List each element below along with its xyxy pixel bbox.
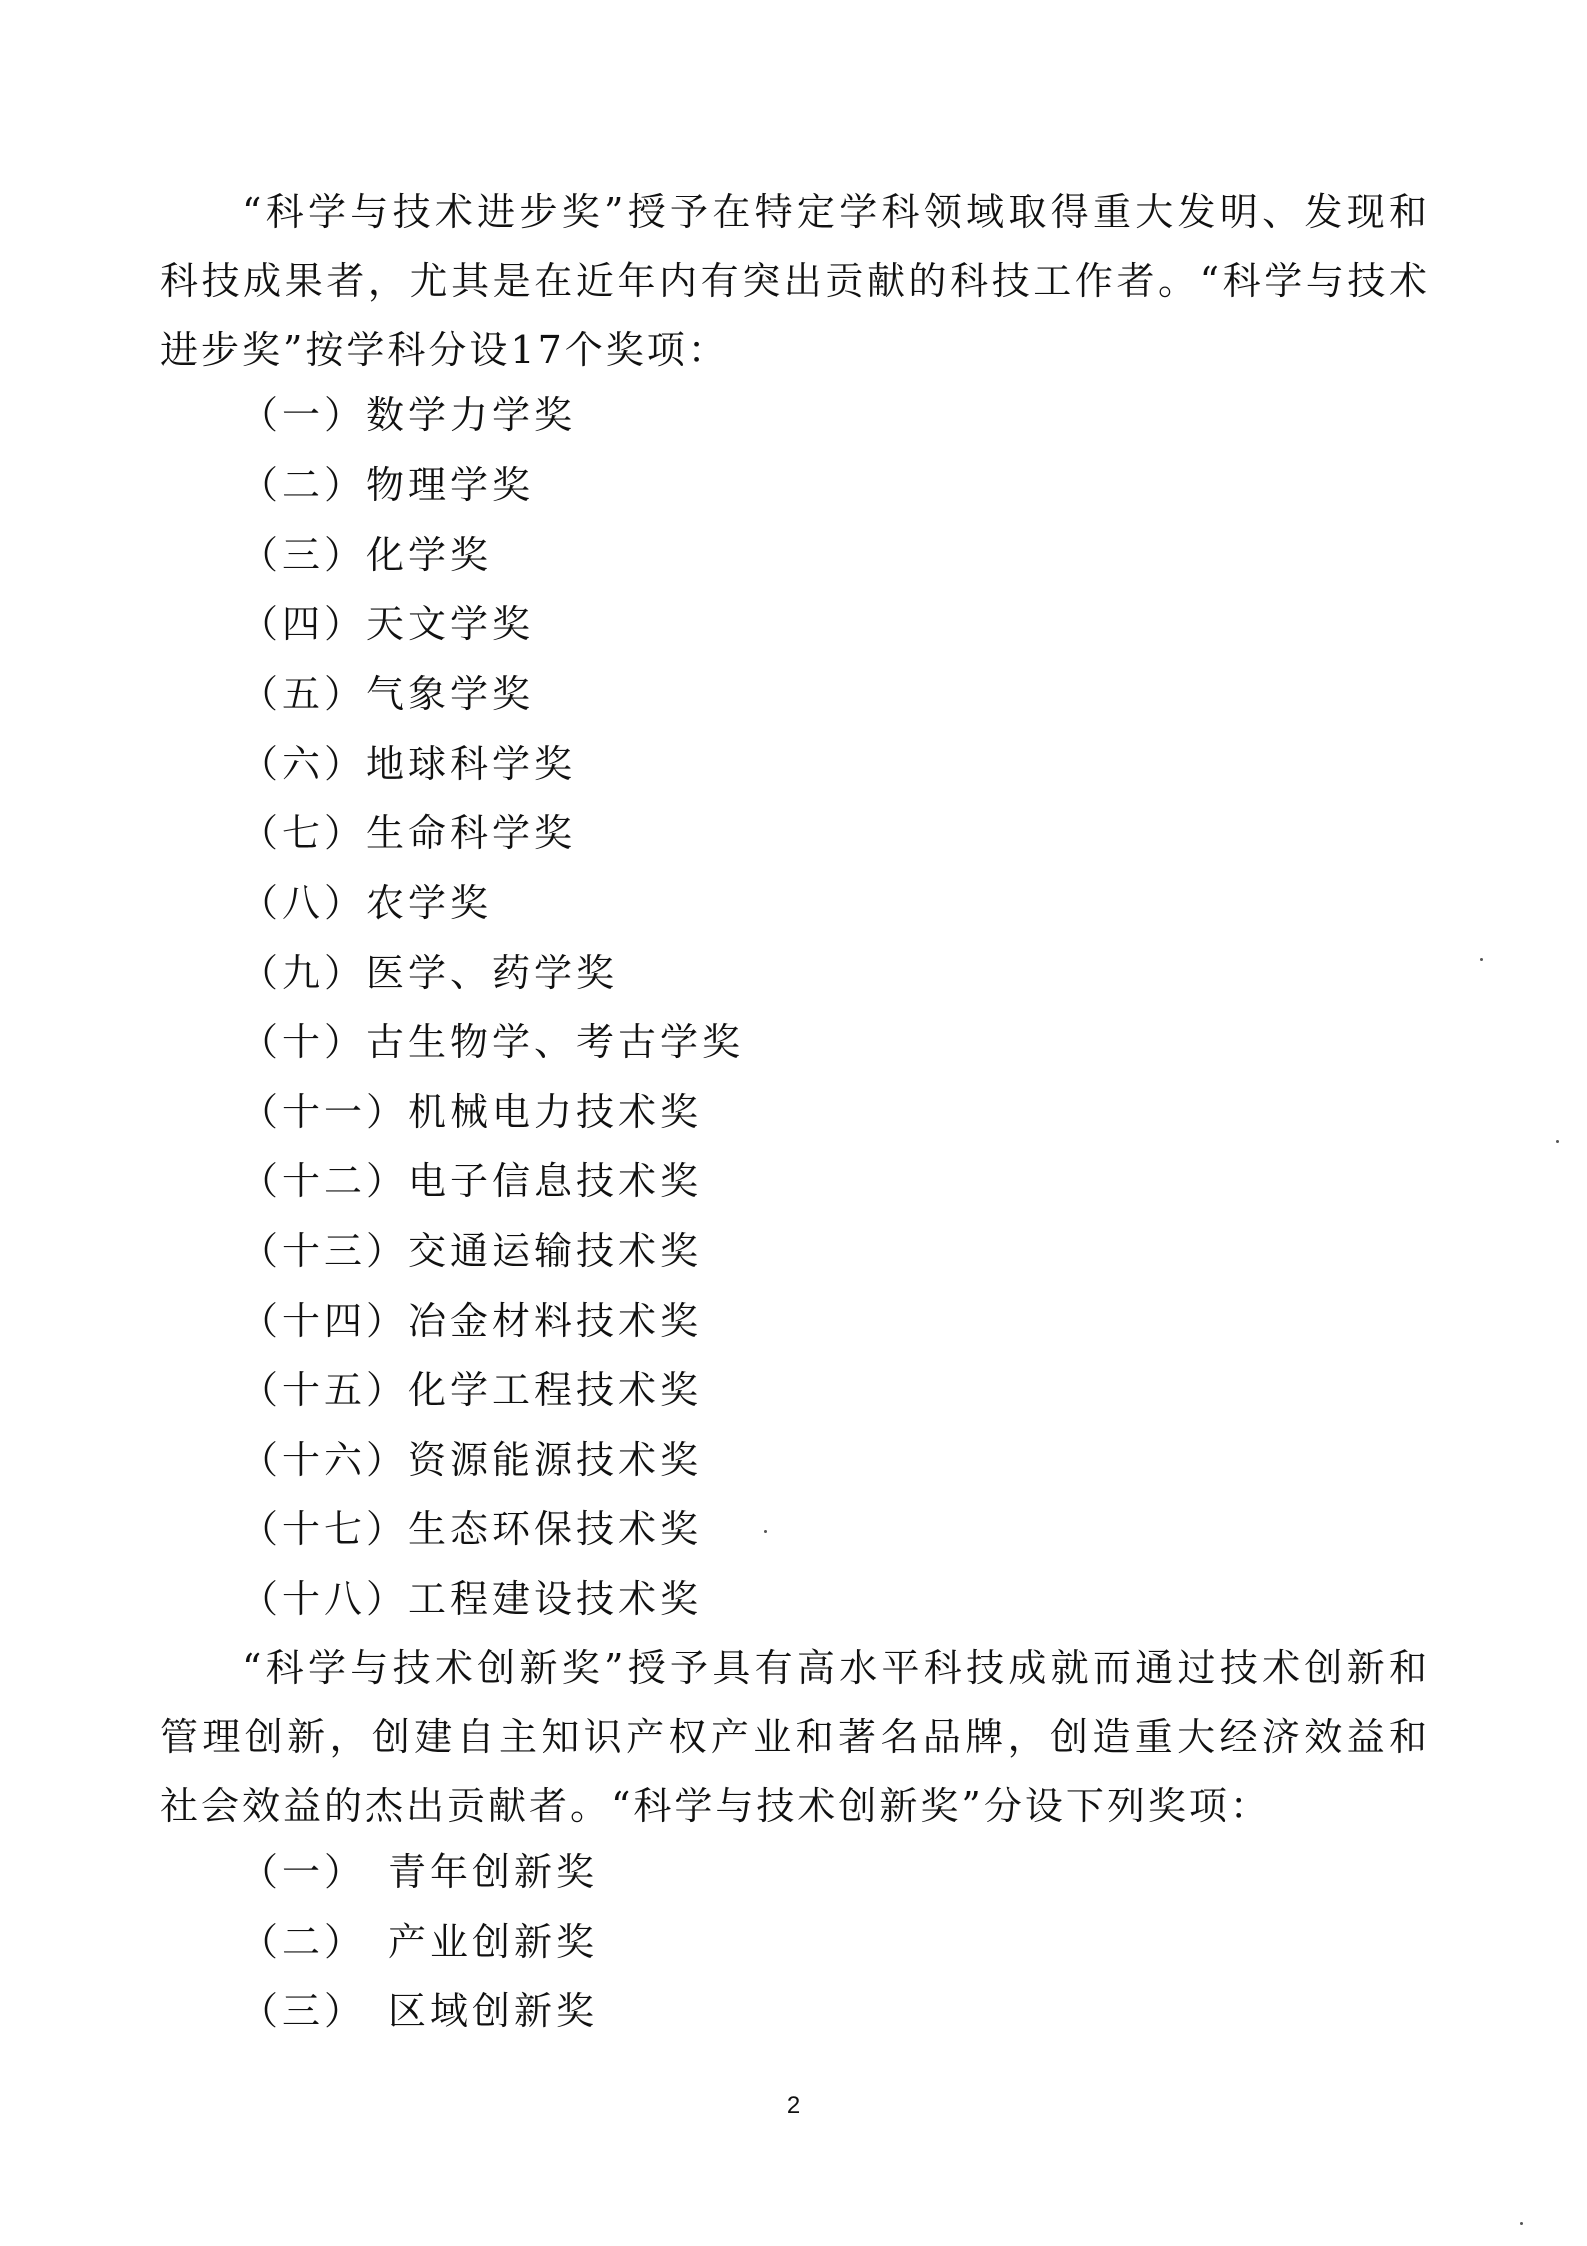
list-item-innovation-award: [240, 1977, 598, 2046]
list-item-progress-award: [240, 1495, 702, 1564]
list-item-number: （十四）: [240, 1299, 409, 1343]
list-item-number: （十二）: [240, 1159, 409, 1203]
list-item-label: 古生物学、考古学奖: [366, 1020, 745, 1064]
list-item-label: 物理学奖: [366, 463, 535, 507]
paragraph-progress-award-intro: “科学与技术进步奖”授予在特定学科领域取得重大发明、发现和科技成果者，尤其是在近年内有突出贡献的科技工作者。“科学与技术进步奖”按学科分设17个奖项：: [160, 190, 1430, 372]
list-item-number: （二）: [240, 463, 367, 507]
list-item-number: （一）: [240, 393, 367, 437]
scan-speck: [1480, 958, 1483, 961]
list-item-label: 化学工程技术奖: [408, 1368, 703, 1412]
list-item-progress-award: [240, 451, 534, 520]
list-item-number: （十八）: [240, 1577, 409, 1621]
list-item-number: （五）: [240, 672, 367, 716]
list-item-progress-award: [240, 1008, 744, 1077]
list-item-number: （四）: [240, 602, 367, 646]
list-item-label: 化学奖: [366, 533, 493, 577]
list-item-progress-award: [240, 381, 576, 450]
scan-speck: [1556, 1140, 1559, 1143]
list-item-number: （十五）: [240, 1368, 409, 1412]
list-item-label: 机械电力技术奖: [408, 1090, 703, 1134]
list-item-label: 生命科学奖: [366, 811, 577, 855]
list-item-progress-award: [240, 939, 618, 1008]
list-item-progress-award: [240, 869, 492, 938]
list-item-label: 气象学奖: [366, 672, 535, 716]
list-item-number: （十三）: [240, 1229, 409, 1273]
list-item-label: 农学奖: [366, 881, 493, 925]
list-item-progress-award: [240, 1565, 702, 1634]
list-item-label: 生态环保技术奖: [408, 1507, 703, 1551]
list-item-label: 医学、药学奖: [366, 951, 619, 995]
list-item-progress-award: [240, 590, 534, 659]
list-item-label: 交通运输技术奖: [408, 1229, 703, 1273]
list-item-progress-award: [240, 730, 576, 799]
scan-speck: [764, 1530, 767, 1533]
list-item-progress-award: [240, 521, 492, 590]
list-item-progress-award: [240, 660, 534, 729]
list-item-number: （七）: [240, 811, 367, 855]
scan-speck: [1520, 2222, 1523, 2225]
list-item-innovation-award: [240, 1908, 598, 1977]
list-item-label: 工程建设技术奖: [408, 1577, 703, 1621]
list-item-label: 电子信息技术奖: [408, 1159, 703, 1203]
list-item-number: （二）: [240, 1920, 367, 1964]
list-item-number: （三）: [240, 1989, 367, 2033]
list-item-progress-award: [240, 799, 576, 868]
list-item-number: （三）: [240, 533, 367, 577]
list-item-progress-award: [240, 1356, 702, 1425]
list-item-progress-award: [240, 1147, 702, 1216]
list-item-progress-award: [240, 1287, 702, 1356]
list-item-number: （十六）: [240, 1438, 409, 1482]
list-item-label: 数学力学奖: [366, 393, 577, 437]
list-item-number: （十七）: [240, 1507, 409, 1551]
list-item-number: （十）: [240, 1020, 367, 1064]
page-number: 2: [786, 2092, 801, 2119]
list-item-progress-award: [240, 1217, 702, 1286]
list-item-progress-award: [240, 1426, 702, 1495]
list-item-number: （九）: [240, 951, 367, 995]
list-item-number: （六）: [240, 742, 367, 786]
paragraph-innovation-award-intro: “科学与技术创新奖”授予具有高水平科技成就而通过技术创新和管理创新，创建自主知识产权产业和著名品牌，创造重大经济效益和社会效益的杰出贡献者。“科学与技术创新奖”分设下列奖项：: [160, 1646, 1430, 1828]
list-item-label: 区域创新奖: [388, 1989, 599, 2033]
list-item-label: 资源能源技术奖: [408, 1438, 703, 1482]
list-item-label: 产业创新奖: [388, 1920, 599, 1964]
list-item-label: 青年创新奖: [388, 1850, 599, 1894]
list-item-label: 天文学奖: [366, 602, 535, 646]
list-item-progress-award: [240, 1078, 702, 1147]
list-item-label: 冶金材料技术奖: [408, 1299, 703, 1343]
list-item-number: （一）: [240, 1850, 367, 1894]
list-item-number: （八）: [240, 881, 367, 925]
list-item-number: （十一）: [240, 1090, 409, 1134]
list-item-label: 地球科学奖: [366, 742, 577, 786]
list-item-innovation-award: [240, 1838, 598, 1907]
